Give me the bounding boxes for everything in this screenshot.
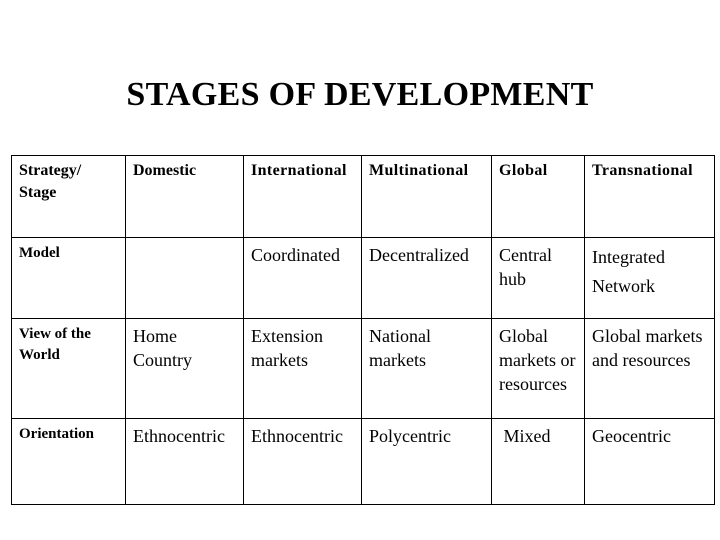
cell-view-domestic: Home Country (126, 319, 244, 418)
cell-model-transnational: Integrated Network (585, 238, 715, 319)
cell-model-international: Coordinated (244, 238, 362, 319)
table-row (12, 238, 715, 319)
cell-model-global: Central hub (492, 238, 585, 319)
stages-table (11, 155, 715, 505)
cell-orientation-international: Ethnocentric (244, 418, 362, 504)
cell-orientation-transnational: Geocentric (585, 418, 715, 504)
cell-view-transnational: Global markets and resources (585, 319, 715, 418)
table-row (12, 319, 715, 418)
row-label-orientation: Orientation (12, 418, 126, 504)
header-global: Global (492, 156, 585, 238)
cell-view-multinational: National markets (362, 319, 492, 418)
cell-orientation-global: Mixed (492, 418, 585, 504)
header-transnational: Transnational (585, 156, 715, 238)
cell-view-global: Global markets or resources (492, 319, 585, 418)
table-header-row (12, 156, 715, 238)
cell-orientation-domestic: Ethnocentric (126, 418, 244, 504)
row-label-model: Model (12, 238, 126, 319)
table-row (12, 418, 715, 504)
header-strategy-stage: Strategy/ Stage (12, 156, 126, 238)
row-label-view-of-the-world: View of the World (12, 319, 126, 418)
header-domestic: Domestic (126, 156, 244, 238)
header-international: International (244, 156, 362, 238)
cell-model-domestic (126, 238, 244, 319)
slide-title: STAGES OF DEVELOPMENT (126, 76, 594, 113)
cell-view-international: Extension markets (244, 319, 362, 418)
header-multinational: Multinational (362, 156, 492, 238)
cell-orientation-multinational: Polycentric (362, 418, 492, 504)
cell-model-multinational: Decentralized (362, 238, 492, 319)
